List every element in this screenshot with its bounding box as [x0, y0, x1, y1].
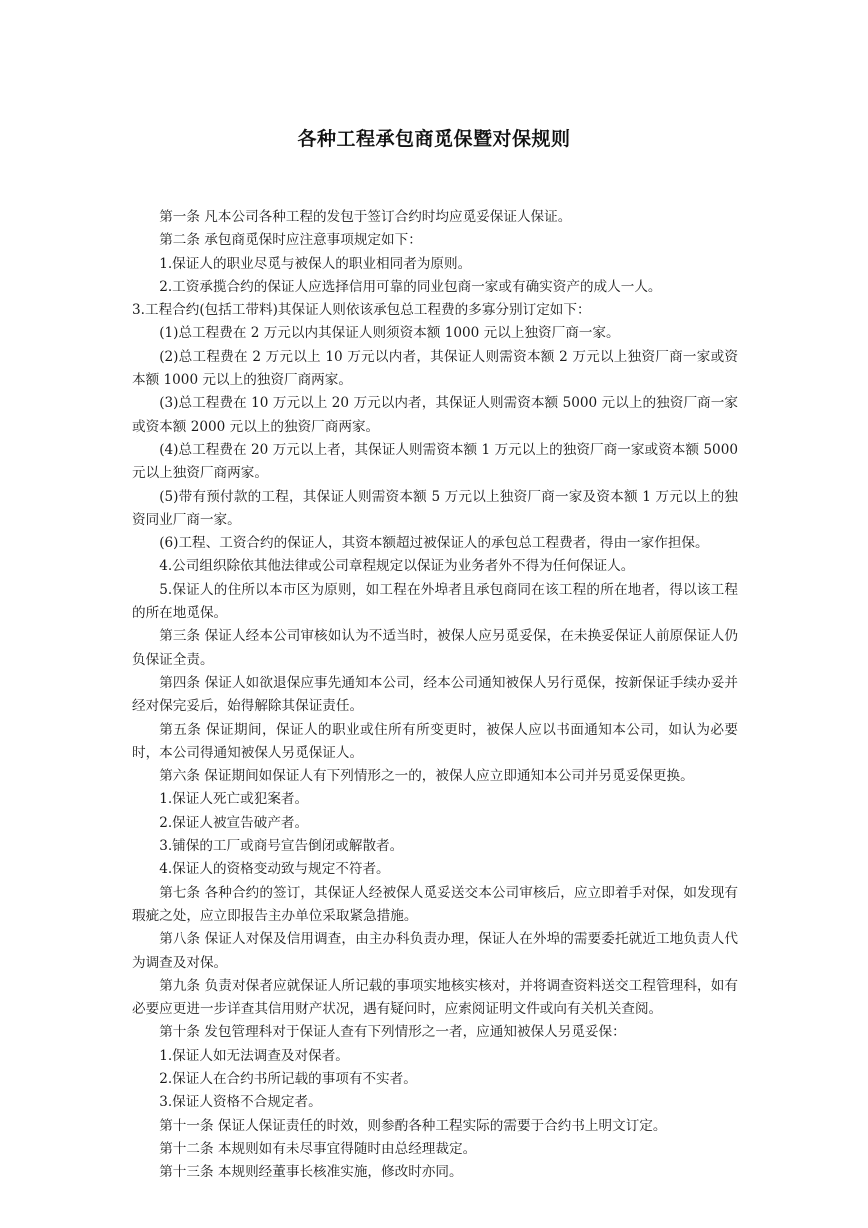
- paragraph: 第十三条 本规则经董事长核准实施，修改时亦同。: [159, 1164, 463, 1181]
- paragraph: 第九条 负责对保者应就保证人所记载的事项实地核实核对，并将调查资料送交工程管理科，如有必要应更进一步详查其信用财产状况，遇有疑问时，应索阅证明文件或向有关机关查阅。: [132, 977, 738, 1018]
- paragraph: (1)总工程费在 2 万元以内其保证人则须资本额 1000 元以上独资厂商一家。: [159, 325, 620, 342]
- paragraph: 第十条 发包管理科对于保证人查有下列情形之一者，应通知被保人另觅妥保：: [159, 1024, 626, 1041]
- document-title: 各种工程承包商觅保暨对保规则: [297, 128, 571, 150]
- paragraph: 3.保证人资格不合规定者。: [159, 1094, 322, 1111]
- paragraph: 第十二条 本规则如有未尽事宜得随时由总经理裁定。: [159, 1140, 477, 1157]
- paragraph: (5)带有预付款的工程，其保证人则需资本额 5 万元以上独资厂商一家及资本额 1 万元以上的独资同业厂商一家。: [132, 488, 738, 528]
- paragraph: 第十一条 保证人保证责任的时效，则参酌各种工程实际的需要于合约书上明文订定。: [159, 1117, 667, 1134]
- paragraph: 2.工资承揽合约的保证人应选择信用可靠的同业包商一家或有确实资产的成人一人。: [159, 278, 662, 295]
- paragraph: 1.保证人死亡或犯案者。: [159, 791, 309, 808]
- paragraph: (2)总工程费在 2 万元以上 10 万元以内者，其保证人则需资本额 2 万元以上独资厂商一家或资本额 1000 元以上的独资厂商两家。: [132, 348, 738, 389]
- paragraph: 3.铺保的工厂或商号宣告倒闭或解散者。: [159, 838, 404, 855]
- paragraph: 2.保证人被宣告破产者。: [159, 814, 309, 831]
- paragraph: 4.保证人的资格变动致与规定不符者。: [159, 861, 390, 878]
- paragraph: 2.保证人在合约书所记载的事项有不实者。: [159, 1070, 417, 1087]
- paragraph: 第七条 各种合约的签订，其保证人经被保人觅妥送交本公司审核后，应立即着手对保，如发现有瑕疵之处，应立即报告主办单位采取紧急措施。: [132, 884, 738, 924]
- paragraph: 1.保证人的职业尽觅与被保人的职业相同者为原则。: [159, 255, 472, 272]
- paragraph: 第五条 保证期间，保证人的职业或住所有所变更时，被保人应以书面通知本公司，如认为必要时，本公司得通知被保人另觅保证人。: [132, 721, 738, 761]
- paragraph: 第八条 保证人对保及信用调查，由主办科负责办理，保证人在外埠的需要委托就近工地负责人代为调查及对保。: [132, 931, 738, 971]
- paragraph: 1.保证人如无法调查及对保者。: [159, 1047, 349, 1064]
- paragraph: 第三条 保证人经本公司审核如认为不适当时，被保人应另觅妥保，在未换妥保证人前原保证人仍负保证全责。: [132, 628, 738, 668]
- paragraph: 第一条 凡本公司各种工程的发包于签订合约时均应觅妥保证人保证。: [159, 209, 572, 225]
- paragraph: 第二条 承包商觅保时应注意事项规定如下：: [159, 232, 422, 249]
- paragraph: (6)工程、工资合约的保证人，其资本额超过被保证人的承包总工程费者，得由一家作担保。: [159, 535, 709, 552]
- paragraph: (4)总工程费在 20 万元以上者，其保证人则需资本额 1 万元以上的独资厂商一家或资本额 5000 元以上独资厂商两家。: [132, 441, 738, 482]
- paragraph: 第四条 保证人如欲退保应事先通知本公司，经本公司通知被保人另行觅保，按新保证手续办妥并经对保完妥后，始得解除其保证责任。: [132, 674, 738, 715]
- paragraph: 第六条 保证期间如保证人有下列情形之一的，被保人应立即通知本公司并另觅妥保更换。: [159, 768, 694, 785]
- paragraph: 5.保证人的住所以本市区为原则，如工程在外埠者且承包商同在该工程的所在地者，得以该工程的所在地觅保。: [132, 581, 738, 622]
- paragraph: 4.公司组织除依其他法律或公司章程规定以保证为业务者外不得为任何保证人。: [159, 558, 635, 575]
- paragraph: (3)总工程费在 10 万元以上 20 万元以内者，其保证人则需资本额 5000 元以上的独资厂商一家或资本额 2000 元以上的独资厂商两家。: [132, 395, 738, 435]
- document-body: [132, 206, 738, 1184]
- paragraph: 3.工程合约(包括工带料)其保证人则依该承包总工程费的多寡分别订定如下：: [132, 302, 591, 319]
